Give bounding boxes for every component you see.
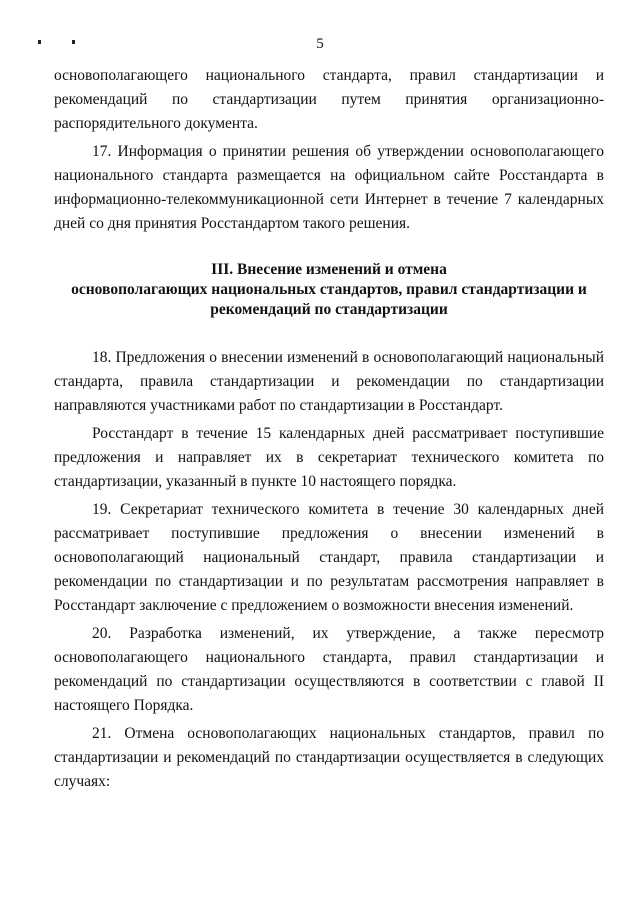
paragraph-17: 17. Информация о принятии решения об утверждении основополагающего национального стандарта размещается на официальном сайте Росстандарта в информационно-телекоммуникационной сети Интернет в течение 7 календарных дней со дня принятия Росстандартом такого решения. (54, 143, 604, 232)
page-number: 5 (316, 36, 324, 52)
section-heading (54, 260, 604, 320)
section-heading-line: рекомендаций по стандартизации (210, 301, 448, 318)
document-body (54, 64, 604, 798)
paragraph-18-continued: Росстандарт в течение 15 календарных дней рассматривает поступившие предложения и направляет их в секретариат технического комитета по стандартизации, указанный в пункте 10 настоящего порядка. (54, 425, 604, 490)
paragraph-19: 19. Секретариат технического комитета в течение 30 календарных дней рассматривает поступившие предложения о внесении изменений в основополагающий национальный стандарт, правила стандартизации и рекомендации по стандартизации и по результатам рассмотрения направляет в Росстандарт заключение с предложением о возможности внесения изменений. (54, 501, 604, 614)
paragraph-21: 21. Отмена основополагающих национальных стандартов, правил по стандартизации и рекомендаций по стандартизации осуществляется в следующих случаях: (54, 725, 604, 790)
section-heading-line: основополагающих национальных стандартов, правил стандартизации и (71, 281, 587, 298)
paragraph-18: 18. Предложения о внесении изменений в основополагающий национальный стандарта, правила стандартизации и рекомендации по стандартизации направляются участниками работ по стандартизации в Росстандарт. (54, 349, 604, 414)
paragraph-continuation: основополагающего национального стандарта, правил стандартизации и рекомендаций по стандартизации путем принятия организационно-распорядительного документа. (54, 67, 604, 132)
paragraph-20: 20. Разработка изменений, их утверждение, а также пересмотр основополагающего национального стандарта, правил стандартизации и рекомендаций по стандартизации осуществляются в соответствии с главой II настоящего Порядка. (54, 625, 604, 714)
section-heading-line: III. Внесение изменений и отмена (211, 261, 447, 278)
